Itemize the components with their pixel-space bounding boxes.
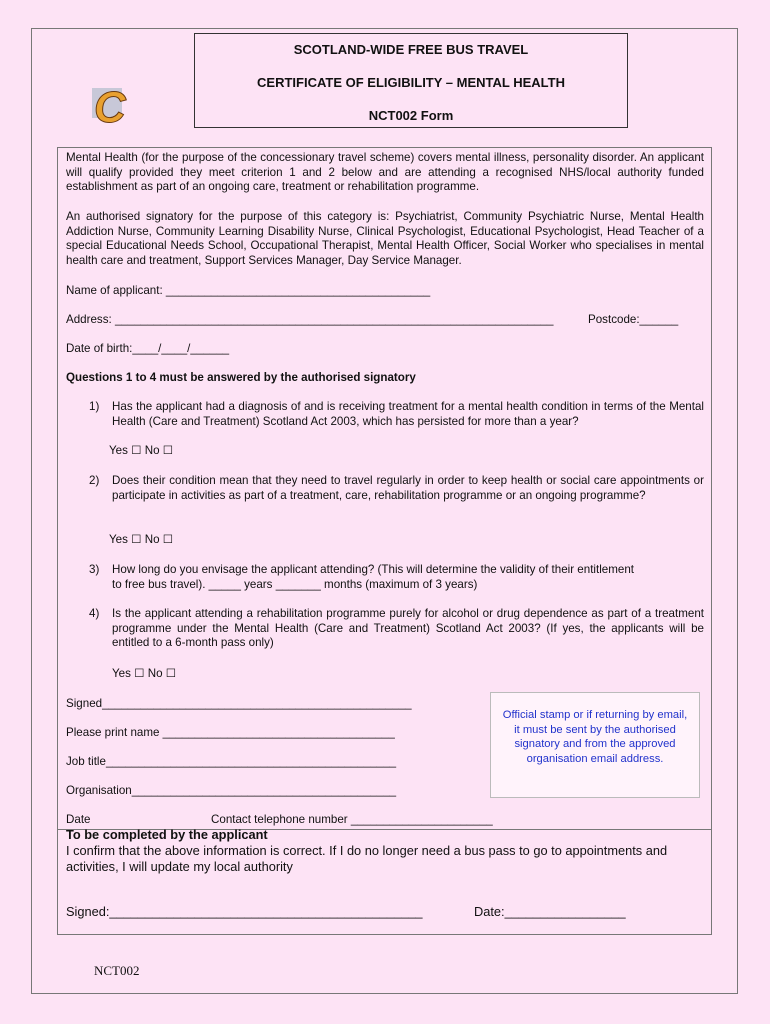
signatory-signed-field[interactable]: Signed________________________________________________ xyxy=(66,697,412,710)
question-2-text: Does their condition mean that they need to travel regularly in order to keep health or social care appointments or participate in activities as part of a treatment, care, rehabilitation programme or an ongoing programme? xyxy=(112,474,704,502)
svg-text:C: C xyxy=(94,83,126,128)
date-field[interactable]: Date xyxy=(66,813,91,826)
footer-form-code: NCT002 xyxy=(94,963,140,978)
question-4-text: Is the applicant attending a rehabilitation programme purely for alcohol or drug dependence as part of a treatment programme under the Mental Health (Care and Treatment) Scotland Act 2003? (If yes, the applicants will be entitled to a 6-month pass only) xyxy=(112,607,704,650)
question-3-number: 3) xyxy=(89,563,100,576)
question-3-line-1: How long do you envisage the applicant attending? (This will determine the validity of their entitlement xyxy=(112,563,635,576)
official-stamp-box xyxy=(490,692,700,798)
questions-heading: Questions 1 to 4 must be answered by the authorised signatory xyxy=(66,371,416,384)
print-name-field[interactable]: Please print name ____________________________________ xyxy=(66,726,395,739)
form-code-title: NCT002 Form xyxy=(368,108,454,123)
postcode-field[interactable]: Postcode:______ xyxy=(588,313,679,326)
contact-telephone-field[interactable]: Contact telephone number ______________________ xyxy=(211,813,493,826)
question-1-text: Has the applicant had a diagnosis of and is receiving treatment for a mental health condition in terms of the Mental Health (Care and Treatment) Scotland Act 2003, which has persisted for more than a year? xyxy=(112,400,704,428)
date-of-birth-field[interactable]: Date of birth:____/____/______ xyxy=(66,342,230,355)
question-4-checkboxes[interactable]: Yes ☐ No ☐ xyxy=(112,667,177,680)
organisation-field[interactable]: Organisation_________________________________________ xyxy=(66,784,397,797)
question-1-number: 1) xyxy=(89,400,100,413)
address-field[interactable]: Address: ____________________________________________________________________ xyxy=(66,313,554,326)
question-2-number: 2) xyxy=(89,474,100,487)
intro-paragraph-1: Mental Health (for the purpose of the concessionary travel scheme) covers mental illness, personality disorder. An applicant will qualify provided they meet criterion 1 and 2 below and are attending a recognised NHS/local authority funded establishment as part of an ongoing care, treatment or rehabilitation programme. xyxy=(66,151,704,194)
form-title: SCOTLAND-WIDE FREE BUS TRAVEL xyxy=(293,42,529,57)
question-1-checkboxes[interactable]: Yes ☐ No ☐ xyxy=(109,444,174,457)
job-title-field[interactable]: Job title_____________________________________________ xyxy=(66,755,397,768)
question-4-number: 4) xyxy=(89,607,100,620)
intro-paragraph-2: An authorised signatory for the purpose of this category is: Psychiatrist, Community Psychiatric Nurse, Mental Health Addiction Nurse, Community Learning Disability Nurse, Clinical Psychologist, Educational Psychologist, Head Teacher of a special Educational Needs School, Occupational Therapist, Mental Health Officer, Social Worker who specialises in mental health care and treatment, Support Services Manager, Day Service Manager. xyxy=(66,210,704,267)
applicant-heading: To be completed by the applicant xyxy=(66,827,268,842)
title-box xyxy=(194,33,628,128)
form-subtitle: CERTIFICATE OF ELIGIBILITY – MENTAL HEALTH xyxy=(257,75,565,90)
logo-c-icon xyxy=(88,82,140,128)
applicant-date-field[interactable]: Date:_________________ xyxy=(474,904,626,919)
applicant-name-field[interactable]: Name of applicant: _________________________________________ xyxy=(66,284,431,297)
stamp-instructions: Official stamp or if returning by email, it must be sent by the authorised signatory and from the approved organisation email address. xyxy=(502,709,688,765)
question-2-checkboxes[interactable]: Yes ☐ No ☐ xyxy=(109,533,174,546)
applicant-signed-field[interactable]: Signed:____________________________________________ xyxy=(66,904,423,919)
question-3-line-2[interactable]: to free bus travel). _____ years _______ months (maximum of 3 years) xyxy=(112,578,478,591)
applicant-confirmation: I confirm that the above information is correct. If I do no longer need a bus pass to go to appointments and activities, I will update my local authority xyxy=(66,843,668,874)
